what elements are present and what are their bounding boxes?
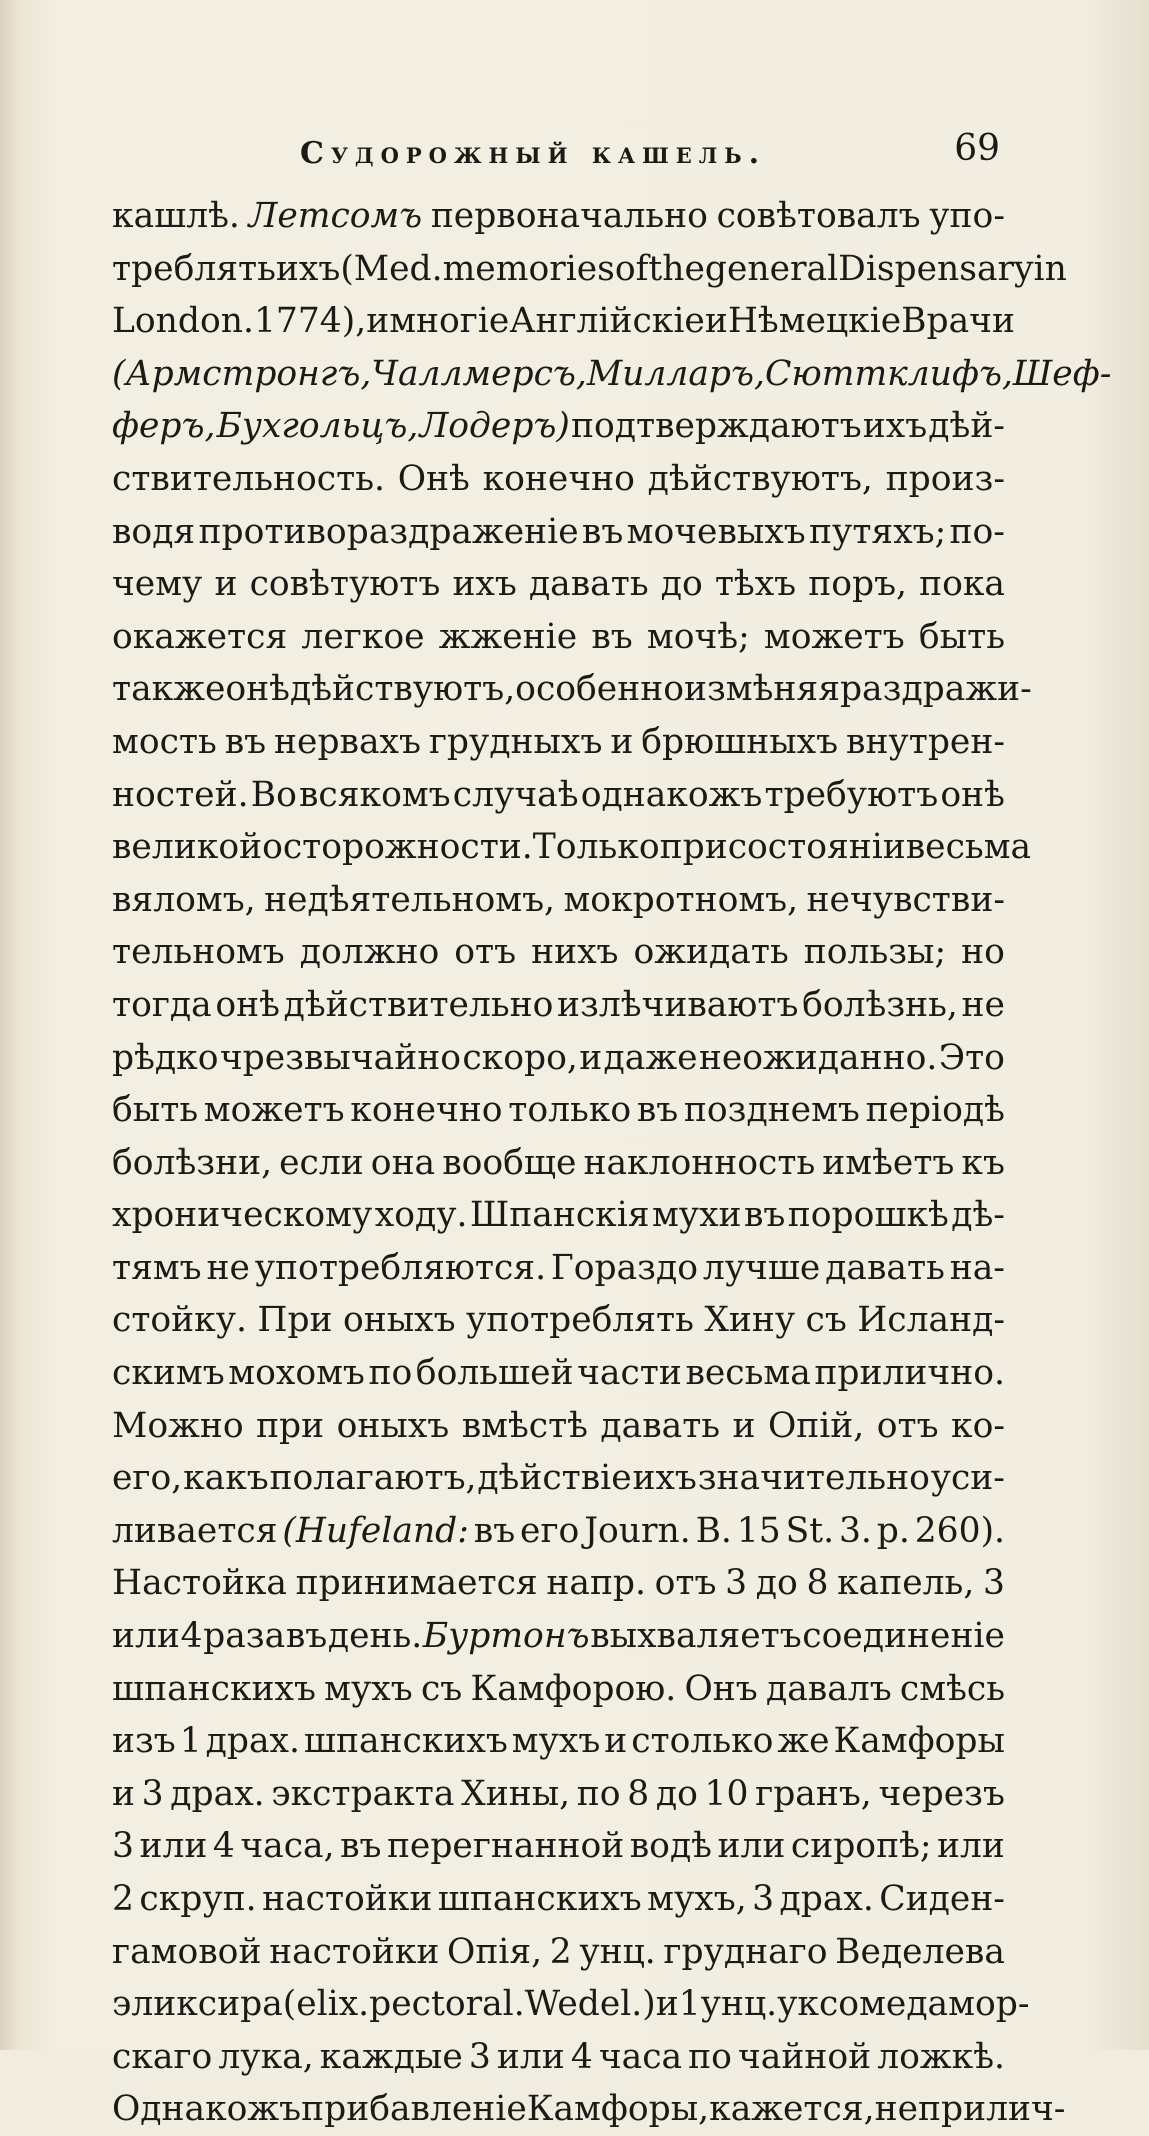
text-line: феръ, Бухгольцъ, Лодеръ) подтверждаютъ ихъ дѣй- xyxy=(112,406,1005,447)
text-line: кашлѣ. Летсомъ первоначально совѣтовалъ упо- xyxy=(112,196,1005,236)
text-line: также онѣ дѣйствуютъ, особенно измѣняя раздражи- xyxy=(112,669,1032,710)
text-line: хроническому ходу. Шпанскія мухи въ порошкѣ дѣ- xyxy=(112,1195,1005,1236)
text-line: болѣзни, если она вообще наклонность имѣетъ къ xyxy=(112,1142,1005,1183)
running-title: Судорожный кашель. xyxy=(300,136,767,171)
text-line: изъ 1 драх. шпанскихъ мухъ и столько же Камфоры xyxy=(112,1721,1005,1762)
text-line: треблять ихъ (Med. memories of the general Dispensary in xyxy=(112,248,1067,289)
text-line: великой осторожности. Только при состояніи весьма xyxy=(112,827,1032,868)
text-line: (Армстронгъ, Чаллмерсъ, Милларъ, Сюттклифъ, Шеф- xyxy=(112,353,1112,394)
text-line: быть можетъ конечно только въ позднемъ періодѣ xyxy=(112,1090,1005,1131)
text-line: Однакожъ прибавленіе Камфоры, кажется, не прилич- xyxy=(112,2089,1066,2130)
text-line: Можно при оныхъ вмѣстѣ давать и Опій, отъ ко- xyxy=(112,1405,1005,1446)
text-line: эликсира (elix. pectoral. Wedel.) и 1 унц. уксомеда мор- xyxy=(112,1984,1030,2025)
page-header xyxy=(300,128,1000,178)
text-line: его, какъ полагаютъ, дѣйствіе ихъ значительно уси- xyxy=(112,1458,1005,1499)
text-line: чему и совѣтуютъ ихъ давать до тѣхъ поръ, пока xyxy=(112,564,1005,605)
text-line: ностей. Во всякомъ случаѣ однакожъ требуютъ онѣ xyxy=(112,774,1005,815)
text-line: ствительность. Онѣ конечно дѣйствуютъ, произ- xyxy=(112,458,1005,499)
page-number: 69 xyxy=(954,128,1000,169)
text-line: гамовой настойки Опія, 2 унц. груднаго Веделева xyxy=(112,1931,1005,1972)
text-line: вяломъ, недѣятельномъ, мокротномъ, нечувстви- xyxy=(112,879,1005,920)
text-line: Настойка принимается напр. отъ 3 до 8 капель, 3 xyxy=(112,1563,1005,1604)
text-line: ливается (Hufeland: въ его Journ. B. 15 St. 3. p. 260). xyxy=(112,1510,1005,1551)
text-line: окажется легкое жженіе въ мочѣ; можетъ быть xyxy=(112,616,1005,657)
text-line: тельномъ должно отъ нихъ ожидать пользы; но xyxy=(112,932,1005,973)
text-line: 2 скруп. настойки шпанскихъ мухъ, 3 драх. Сиден- xyxy=(112,1879,1005,1919)
text-line: тямъ не употребляются. Гораздо лучше давать на- xyxy=(112,1247,1005,1288)
text-line: тогда онѣ дѣйствительно излѣчиваютъ болѣзнь, не xyxy=(112,984,1005,1025)
text-line: или 4 раза въ день. Буртонъ выхваляетъ соединеніе xyxy=(112,1616,1005,1657)
text-line: стойку. При оныхъ употреблять Хину съ Исланд- xyxy=(112,1300,1005,1341)
text-line: скимъ мохомъ по большей части весьма прилично. xyxy=(112,1353,1005,1394)
text-line: рѣдко чрезвычайно скоро, и даже неожиданно. Это xyxy=(112,1037,1005,1078)
body-text xyxy=(112,190,1112,2136)
text-line: London. 1774), и многіе Англійскіе и Нѣмецкіе Врачи xyxy=(112,301,1015,342)
text-line: водя противораздраженіе въ мочевыхъ путяхъ; по- xyxy=(112,511,1005,552)
text-line: скаго лука, каждые 3 или 4 часа по чайной ложкѣ. xyxy=(112,2036,1005,2077)
text-line: 3 или 4 часа, въ перегнанной водѣ или сиропѣ; или xyxy=(112,1826,1005,1867)
text-line: и 3 драх. экстракта Хины, по 8 до 10 гранъ, черезъ xyxy=(112,1773,1005,1814)
text-line: мость въ нервахъ грудныхъ и брюшныхъ внутрен- xyxy=(112,721,1005,762)
text-line: шпанскихъ мухъ съ Камфорою. Онъ давалъ смѣсь xyxy=(112,1668,1005,1709)
